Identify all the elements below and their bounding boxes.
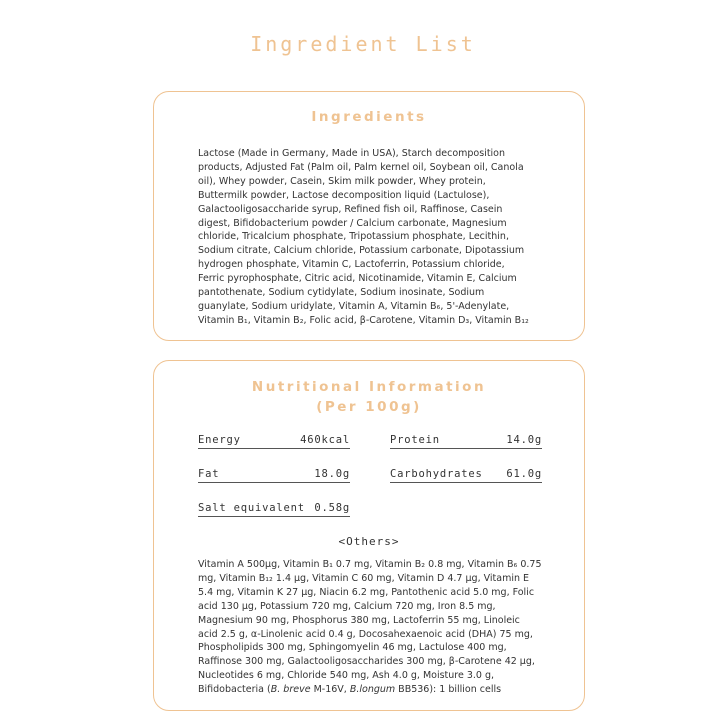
others-line: Vitamin A 500μg, Vitamin B₁ 0.7 mg, Vitamin B₂ 0.8 mg, Vitamin B₆ 0.75 [198, 559, 542, 570]
nutrient-row-fat [198, 465, 350, 483]
others-line: Phospholipids 300 mg, Sphingomyelin 46 mg, Lactulose 400 mg, [198, 642, 507, 654]
nutrition-heading [154, 377, 584, 417]
nutrient-value: 18.0g [314, 468, 350, 480]
nutrient-value: 14.0g [506, 434, 542, 446]
ingredients-line: digest, Bifidobacterium powder / Calcium carbonate, Magnesium [198, 217, 507, 229]
ingredients-line: Vitamin B₁, Vitamin B₂, Folic acid, β-Carotene, Vitamin D₃, Vitamin B₁₂ [198, 314, 529, 326]
ingredients-line: products, Adjusted Fat (Palm oil, Palm kernel oil, Soybean oil, Canola [198, 161, 524, 173]
nutrient-row-protein [390, 431, 542, 449]
others-line: acid 2.5 g, α-Linolenic acid 0.4 g, Docosahexaenoic acid (DHA) 75 mg, [198, 628, 533, 640]
nutrition-heading-unit: (Per 100g) [316, 399, 422, 415]
bifidobacteria-prefix: Bifidobacteria ( [198, 684, 271, 696]
nutrient-row-carbohydrates [390, 465, 542, 483]
others-line: mg, Vitamin B₁₂ 1.4 μg, Vitamin C 60 mg, Vitamin D 4.7 μg, Vitamin E [198, 572, 530, 584]
others-text [198, 558, 548, 697]
ingredients-line: pantothenate, Sodium cytidylate, Sodium inosinate, Sodium [198, 287, 485, 299]
nutrient-value: 0.58g [314, 502, 350, 514]
others-line: Magnesium 90 mg, Phosphorus 380 mg, Lactoferrin 55 mg, Linoleic [198, 614, 520, 626]
others-line: 5.4 mg, Vitamin K 27 μg, Niacin 6.2 mg, Pantothenic acid 5.0 mg, Folic [198, 586, 535, 598]
nutrient-row-energy [198, 431, 350, 449]
nutrient-label: Energy [198, 434, 241, 446]
ingredients-line: oil), Whey powder, Casein, Skim milk powder, Whey protein, [198, 175, 486, 187]
nutrient-label: Salt equivalent [198, 502, 305, 514]
ingredients-line: Ferric pyrophosphate, Citric acid, Nicotinamide, Vitamin E, Calcium [198, 273, 517, 285]
nutrient-label: Protein [390, 434, 440, 446]
ingredients-line: guanylate, Sodium uridylate, Vitamin A, Vitamin B₆, 5'-Adenylate, [198, 300, 510, 312]
nutrient-value: 460kcal [300, 434, 350, 446]
others-line: Nucleotides 6 mg, Chloride 540 mg, Ash 4.0 g, Moisture 3.0 g, [198, 670, 495, 682]
nutrient-row-salt [198, 499, 350, 517]
nutrition-card [153, 360, 585, 711]
others-line: acid 130 μg, Potassium 720 mg, Calcium 720 mg, Iron 8.5 mg, [198, 600, 496, 612]
others-line-bifidobacteria [198, 683, 548, 697]
others-heading: <Others> [338, 535, 400, 548]
ingredients-line: Galactooligosaccharide syrup, Refined fish oil, Raffinose, Casein [198, 203, 503, 215]
nutrient-label: Fat [198, 468, 220, 480]
ingredients-line: Buttermilk powder, Lactose decomposition liquid (Lactulose), [198, 189, 490, 201]
species-breve: B. breve [270, 684, 311, 696]
ingredients-heading: Ingredients [311, 109, 427, 125]
ingredients-text [198, 147, 548, 328]
ingredients-card [153, 91, 585, 341]
others-line: Raffinose 300 mg, Galactooligosaccharides 300 mg, β-Carotene 42 μg, [198, 656, 535, 668]
strain-m16v: M-16V, [310, 684, 350, 696]
nutrition-heading-title: Nutritional Information [251, 379, 487, 395]
ingredients-line: Sodium citrate, Calcium chloride, Potassium carbonate, Dipotassium [198, 245, 525, 257]
nutrient-label: Carbohydrates [390, 468, 483, 480]
page-title: Ingredient List [250, 32, 476, 56]
ingredients-line: hydrogen phosphate, Vitamin C, Lactoferrin, Potassium chloride, [198, 259, 505, 271]
ingredients-line: chloride, Tricalcium phosphate, Tripotassium phosphate, Lecithin, [198, 231, 509, 243]
nutrient-value: 61.0g [506, 468, 542, 480]
ingredients-line: Lactose (Made in Germany, Made in USA), Starch decomposition [198, 148, 506, 159]
bifidobacteria-suffix: BB536): 1 billion cells [395, 684, 502, 696]
species-longum: B.longum [349, 684, 396, 696]
